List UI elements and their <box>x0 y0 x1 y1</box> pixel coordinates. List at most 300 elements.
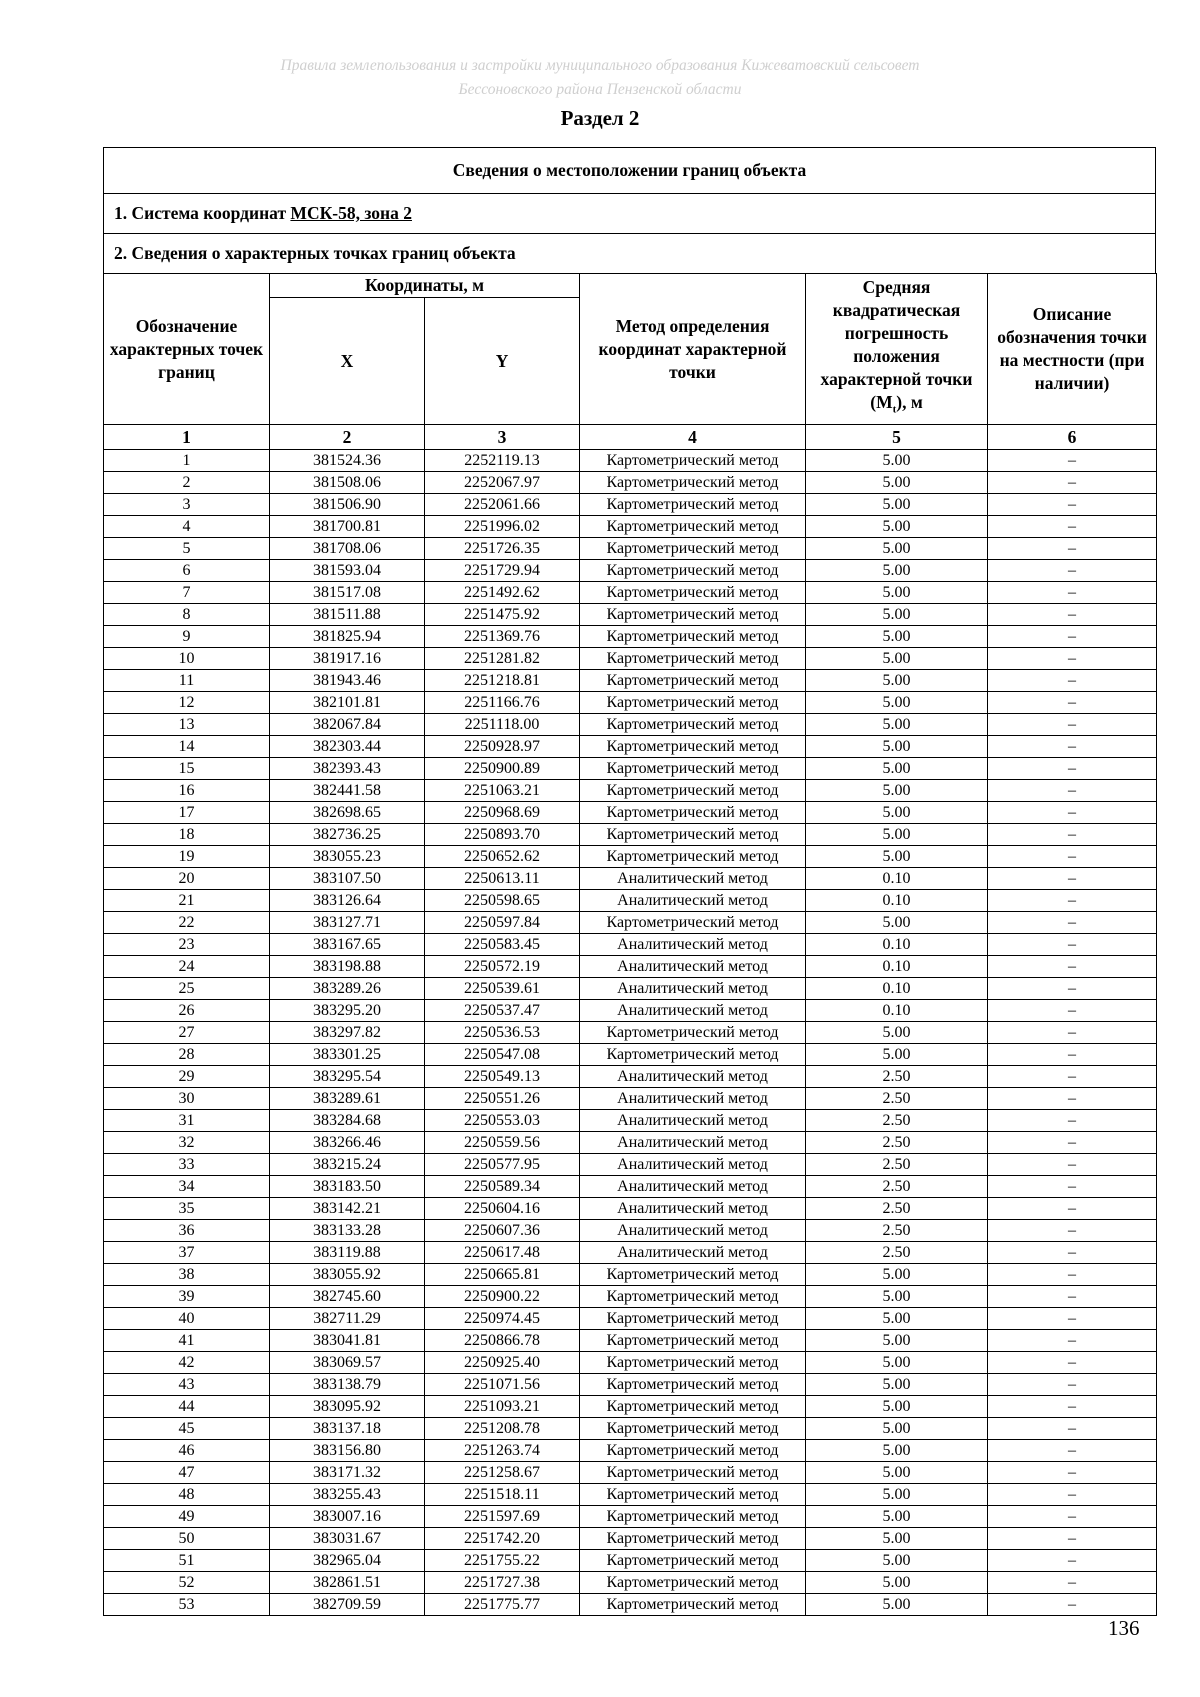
description-cell: – <box>988 626 1157 648</box>
y-coordinate-cell: 2251281.82 <box>425 648 580 670</box>
y-coordinate-cell: 2250893.70 <box>425 824 580 846</box>
description-cell: – <box>988 846 1157 868</box>
accuracy-cell: 5.00 <box>806 824 988 846</box>
point-number-cell: 29 <box>104 1066 270 1088</box>
point-number-cell: 5 <box>104 538 270 560</box>
x-coordinate-cell: 382861.51 <box>270 1572 425 1594</box>
point-number-cell: 43 <box>104 1374 270 1396</box>
y-coordinate-cell: 2251726.35 <box>425 538 580 560</box>
description-cell: – <box>988 1198 1157 1220</box>
table-row <box>104 626 1157 648</box>
y-coordinate-cell: 2251518.11 <box>425 1484 580 1506</box>
description-cell: – <box>988 912 1157 934</box>
accuracy-cell: 5.00 <box>806 1572 988 1594</box>
x-coordinate-cell: 383119.88 <box>270 1242 425 1264</box>
point-number-cell: 23 <box>104 934 270 956</box>
table-row <box>104 1572 1157 1594</box>
method-cell: Картометрический метод <box>580 516 806 538</box>
accuracy-cell: 0.10 <box>806 868 988 890</box>
x-coordinate-cell: 383284.68 <box>270 1110 425 1132</box>
column-header-accuracy: Средняя квадратическая погрешность положения характерной точки $(M_t)$, м <box>806 274 988 425</box>
method-cell: Картометрический метод <box>580 1308 806 1330</box>
y-coordinate-cell: 2251727.38 <box>425 1572 580 1594</box>
y-coordinate-cell: 2250866.78 <box>425 1330 580 1352</box>
point-number-cell: 25 <box>104 978 270 1000</box>
y-coordinate-cell: 2250652.62 <box>425 846 580 868</box>
method-cell: Картометрический метод <box>580 1352 806 1374</box>
page-title: Раздел 2 <box>560 106 640 130</box>
method-cell: Картометрический метод <box>580 780 806 802</box>
points-table-body <box>104 450 1157 1616</box>
table-row <box>104 494 1157 516</box>
column-number: 2 <box>270 425 425 450</box>
point-number-cell: 38 <box>104 1264 270 1286</box>
table-row <box>104 890 1157 912</box>
method-cell: Аналитический метод <box>580 1198 806 1220</box>
description-cell: – <box>988 780 1157 802</box>
accuracy-cell: 2.50 <box>806 1110 988 1132</box>
y-coordinate-cell: 2250553.03 <box>425 1110 580 1132</box>
page-number: 136 <box>1108 1616 1140 1640</box>
method-cell: Картометрический метод <box>580 912 806 934</box>
accuracy-cell: 0.10 <box>806 890 988 912</box>
accuracy-cell: 0.10 <box>806 1000 988 1022</box>
method-cell: Картометрический метод <box>580 648 806 670</box>
point-number-cell: 13 <box>104 714 270 736</box>
point-number-cell: 2 <box>104 472 270 494</box>
y-coordinate-cell: 2250583.45 <box>425 934 580 956</box>
method-cell: Картометрический метод <box>580 1528 806 1550</box>
table-row <box>104 516 1157 538</box>
method-cell: Аналитический метод <box>580 1154 806 1176</box>
table-row <box>104 692 1157 714</box>
point-number-cell: 27 <box>104 1022 270 1044</box>
method-cell: Картометрический метод <box>580 626 806 648</box>
table-row <box>104 1550 1157 1572</box>
x-coordinate-cell: 383133.28 <box>270 1220 425 1242</box>
table-row <box>104 1066 1157 1088</box>
description-cell: – <box>988 1000 1157 1022</box>
x-coordinate-cell: 382711.29 <box>270 1308 425 1330</box>
x-coordinate-cell: 382698.65 <box>270 802 425 824</box>
x-coordinate-cell: 383041.81 <box>270 1330 425 1352</box>
method-cell: Аналитический метод <box>580 1220 806 1242</box>
description-cell: – <box>988 1154 1157 1176</box>
y-coordinate-cell: 2250900.22 <box>425 1286 580 1308</box>
description-cell: – <box>988 890 1157 912</box>
x-coordinate-cell: 383297.82 <box>270 1022 425 1044</box>
description-cell: – <box>988 1572 1157 1594</box>
x-coordinate-cell: 381506.90 <box>270 494 425 516</box>
x-coordinate-cell: 383138.79 <box>270 1374 425 1396</box>
accuracy-cell: 5.00 <box>806 1506 988 1528</box>
method-cell: Аналитический метод <box>580 934 806 956</box>
y-coordinate-cell: 2251755.22 <box>425 1550 580 1572</box>
method-cell: Картометрический метод <box>580 494 806 516</box>
point-number-cell: 36 <box>104 1220 270 1242</box>
x-coordinate-cell: 383127.71 <box>270 912 425 934</box>
x-coordinate-cell: 383183.50 <box>270 1176 425 1198</box>
table-row <box>104 1000 1157 1022</box>
y-coordinate-cell: 2250547.08 <box>425 1044 580 1066</box>
accuracy-cell: 5.00 <box>806 1484 988 1506</box>
point-number-cell: 7 <box>104 582 270 604</box>
table-row <box>104 1022 1157 1044</box>
point-number-cell: 42 <box>104 1352 270 1374</box>
description-cell: – <box>988 1418 1157 1440</box>
y-coordinate-cell: 2251071.56 <box>425 1374 580 1396</box>
description-cell: – <box>988 472 1157 494</box>
x-coordinate-cell: 383031.67 <box>270 1528 425 1550</box>
x-coordinate-cell: 381517.08 <box>270 582 425 604</box>
x-coordinate-cell: 381511.88 <box>270 604 425 626</box>
point-number-cell: 15 <box>104 758 270 780</box>
description-cell: – <box>988 758 1157 780</box>
y-coordinate-cell: 2252067.97 <box>425 472 580 494</box>
accuracy-cell: 5.00 <box>806 538 988 560</box>
point-number-cell: 18 <box>104 824 270 846</box>
point-number-cell: 10 <box>104 648 270 670</box>
x-coordinate-cell: 381917.16 <box>270 648 425 670</box>
x-coordinate-cell: 383289.26 <box>270 978 425 1000</box>
table-row <box>104 538 1157 560</box>
point-number-cell: 52 <box>104 1572 270 1594</box>
table-row <box>104 978 1157 1000</box>
table-row <box>104 1044 1157 1066</box>
accuracy-cell: 5.00 <box>806 670 988 692</box>
description-cell: – <box>988 1550 1157 1572</box>
accuracy-cell: 5.00 <box>806 516 988 538</box>
description-cell: – <box>988 692 1157 714</box>
accuracy-cell: 5.00 <box>806 714 988 736</box>
description-cell: – <box>988 538 1157 560</box>
x-coordinate-cell: 383137.18 <box>270 1418 425 1440</box>
description-cell: – <box>988 450 1157 472</box>
table-row <box>104 1088 1157 1110</box>
description-cell: – <box>988 670 1157 692</box>
y-coordinate-cell: 2250617.48 <box>425 1242 580 1264</box>
table-row <box>104 1154 1157 1176</box>
y-coordinate-cell: 2250665.81 <box>425 1264 580 1286</box>
table-row <box>104 1440 1157 1462</box>
column-number: 6 <box>988 425 1157 450</box>
point-number-cell: 48 <box>104 1484 270 1506</box>
table-row <box>104 934 1157 956</box>
accuracy-cell: 0.10 <box>806 934 988 956</box>
accuracy-cell: 2.50 <box>806 1220 988 1242</box>
table-row <box>104 1396 1157 1418</box>
x-coordinate-cell: 383156.80 <box>270 1440 425 1462</box>
method-cell: Картометрический метод <box>580 1572 806 1594</box>
table-row <box>104 824 1157 846</box>
x-coordinate-cell: 383095.92 <box>270 1396 425 1418</box>
x-coordinate-cell: 382736.25 <box>270 824 425 846</box>
point-number-cell: 24 <box>104 956 270 978</box>
method-cell: Картометрический метод <box>580 1462 806 1484</box>
y-coordinate-cell: 2251166.76 <box>425 692 580 714</box>
table-row <box>104 472 1157 494</box>
x-coordinate-cell: 382067.84 <box>270 714 425 736</box>
point-number-cell: 16 <box>104 780 270 802</box>
y-coordinate-cell: 2251597.69 <box>425 1506 580 1528</box>
description-cell: – <box>988 956 1157 978</box>
point-number-cell: 31 <box>104 1110 270 1132</box>
y-coordinate-cell: 2250925.40 <box>425 1352 580 1374</box>
table-row <box>104 780 1157 802</box>
accuracy-cell: 5.00 <box>806 472 988 494</box>
x-coordinate-cell: 383007.16 <box>270 1506 425 1528</box>
table-row <box>104 450 1157 472</box>
point-number-cell: 44 <box>104 1396 270 1418</box>
accuracy-cell: 5.00 <box>806 1286 988 1308</box>
x-coordinate-cell: 383126.64 <box>270 890 425 912</box>
x-coordinate-cell: 383295.54 <box>270 1066 425 1088</box>
column-number: 1 <box>104 425 270 450</box>
method-cell: Картометрический метод <box>580 1506 806 1528</box>
method-cell: Картометрический метод <box>580 736 806 758</box>
y-coordinate-cell: 2250536.53 <box>425 1022 580 1044</box>
accuracy-cell: 5.00 <box>806 560 988 582</box>
y-coordinate-cell: 2250589.34 <box>425 1176 580 1198</box>
accuracy-cell: 5.00 <box>806 1330 988 1352</box>
method-cell: Картометрический метод <box>580 1396 806 1418</box>
description-cell: – <box>988 1528 1157 1550</box>
boundary-table-frame <box>103 147 1156 1616</box>
y-coordinate-cell: 2251063.21 <box>425 780 580 802</box>
column-number: 3 <box>425 425 580 450</box>
description-cell: – <box>988 1132 1157 1154</box>
accuracy-cell: 0.10 <box>806 978 988 1000</box>
method-cell: Картометрический метод <box>580 1440 806 1462</box>
method-cell: Картометрический метод <box>580 1374 806 1396</box>
method-cell: Аналитический метод <box>580 1242 806 1264</box>
method-cell: Картометрический метод <box>580 1264 806 1286</box>
point-number-cell: 46 <box>104 1440 270 1462</box>
point-number-cell: 22 <box>104 912 270 934</box>
x-coordinate-cell: 383167.65 <box>270 934 425 956</box>
description-cell: – <box>988 824 1157 846</box>
y-coordinate-cell: 2250597.84 <box>425 912 580 934</box>
point-number-cell: 19 <box>104 846 270 868</box>
table-row <box>104 802 1157 824</box>
table-row <box>104 736 1157 758</box>
y-coordinate-cell: 2251492.62 <box>425 582 580 604</box>
y-coordinate-cell: 2250613.11 <box>425 868 580 890</box>
method-cell: Картометрический метод <box>580 714 806 736</box>
method-cell: Аналитический метод <box>580 890 806 912</box>
description-cell: – <box>988 868 1157 890</box>
accuracy-cell: 2.50 <box>806 1066 988 1088</box>
y-coordinate-cell: 2250539.61 <box>425 978 580 1000</box>
description-cell: – <box>988 604 1157 626</box>
y-coordinate-cell: 2251729.94 <box>425 560 580 582</box>
description-cell: – <box>988 1594 1157 1616</box>
table-row <box>104 1308 1157 1330</box>
accuracy-cell: 5.00 <box>806 802 988 824</box>
accuracy-cell: 5.00 <box>806 780 988 802</box>
table-row <box>104 1132 1157 1154</box>
x-coordinate-cell: 381943.46 <box>270 670 425 692</box>
point-number-cell: 17 <box>104 802 270 824</box>
y-coordinate-cell: 2251742.20 <box>425 1528 580 1550</box>
description-cell: – <box>988 560 1157 582</box>
column-number: 5 <box>806 425 988 450</box>
y-coordinate-cell: 2251208.78 <box>425 1418 580 1440</box>
table-row <box>104 1330 1157 1352</box>
method-cell: Картометрический метод <box>580 604 806 626</box>
accuracy-cell: 5.00 <box>806 1352 988 1374</box>
x-coordinate-cell: 381700.81 <box>270 516 425 538</box>
x-coordinate-cell: 383289.61 <box>270 1088 425 1110</box>
description-cell: – <box>988 1220 1157 1242</box>
table-row <box>104 1506 1157 1528</box>
description-cell: – <box>988 1242 1157 1264</box>
x-coordinate-cell: 383295.20 <box>270 1000 425 1022</box>
description-cell: – <box>988 1440 1157 1462</box>
point-number-cell: 21 <box>104 890 270 912</box>
accuracy-cell: 5.00 <box>806 758 988 780</box>
y-coordinate-cell: 2250968.69 <box>425 802 580 824</box>
method-cell: Картометрический метод <box>580 538 806 560</box>
x-coordinate-cell: 383107.50 <box>270 868 425 890</box>
accuracy-cell: 5.00 <box>806 1044 988 1066</box>
point-number-cell: 20 <box>104 868 270 890</box>
method-cell: Картометрический метод <box>580 560 806 582</box>
point-number-cell: 3 <box>104 494 270 516</box>
description-cell: – <box>988 934 1157 956</box>
accuracy-cell: 5.00 <box>806 1528 988 1550</box>
point-number-cell: 1 <box>104 450 270 472</box>
method-cell: Аналитический метод <box>580 1110 806 1132</box>
x-coordinate-cell: 382393.43 <box>270 758 425 780</box>
x-coordinate-cell: 383055.92 <box>270 1264 425 1286</box>
y-coordinate-cell: 2250559.56 <box>425 1132 580 1154</box>
table-row <box>104 912 1157 934</box>
y-coordinate-cell: 2251996.02 <box>425 516 580 538</box>
accuracy-cell: 5.00 <box>806 582 988 604</box>
method-cell: Аналитический метод <box>580 978 806 1000</box>
y-coordinate-cell: 2251369.76 <box>425 626 580 648</box>
table-row <box>104 604 1157 626</box>
table-row <box>104 1462 1157 1484</box>
method-cell: Картометрический метод <box>580 472 806 494</box>
table-row <box>104 1374 1157 1396</box>
column-header-designation: Обозначение характерных точек границ <box>104 274 270 425</box>
point-number-cell: 14 <box>104 736 270 758</box>
point-number-cell: 11 <box>104 670 270 692</box>
point-number-cell: 30 <box>104 1088 270 1110</box>
method-cell: Картометрический метод <box>580 1022 806 1044</box>
y-coordinate-cell: 2250577.95 <box>425 1154 580 1176</box>
description-cell: – <box>988 802 1157 824</box>
column-header-description: Описание обозначения точки на местности (при наличии) <box>988 274 1157 425</box>
method-cell: Аналитический метод <box>580 868 806 890</box>
coordinate-system-line <box>103 193 1156 233</box>
description-cell: – <box>988 1264 1157 1286</box>
running-header-line1: Правила землепользования и застройки муниципального образования Кижеватовский сельсовет <box>280 57 920 74</box>
x-coordinate-cell: 381825.94 <box>270 626 425 648</box>
accuracy-cell: 5.00 <box>806 736 988 758</box>
x-coordinate-cell: 382441.58 <box>270 780 425 802</box>
x-coordinate-cell: 383142.21 <box>270 1198 425 1220</box>
point-number-cell: 40 <box>104 1308 270 1330</box>
table-row <box>104 1352 1157 1374</box>
accuracy-cell: 5.00 <box>806 626 988 648</box>
accuracy-cell: 0.10 <box>806 956 988 978</box>
point-number-cell: 45 <box>104 1418 270 1440</box>
method-cell: Картометрический метод <box>580 802 806 824</box>
description-cell: – <box>988 582 1157 604</box>
accuracy-cell: 2.50 <box>806 1132 988 1154</box>
column-header-y: Y <box>425 298 580 425</box>
point-number-cell: 51 <box>104 1550 270 1572</box>
point-number-cell: 49 <box>104 1506 270 1528</box>
accuracy-cell: 2.50 <box>806 1088 988 1110</box>
x-coordinate-cell: 381508.06 <box>270 472 425 494</box>
x-coordinate-cell: 382709.59 <box>270 1594 425 1616</box>
accuracy-cell: 5.00 <box>806 1550 988 1572</box>
description-cell: – <box>988 1088 1157 1110</box>
x-coordinate-cell: 382745.60 <box>270 1286 425 1308</box>
method-cell: Аналитический метод <box>580 1066 806 1088</box>
accuracy-cell: 5.00 <box>806 648 988 670</box>
table-row <box>104 714 1157 736</box>
table-row <box>104 758 1157 780</box>
description-cell: – <box>988 1506 1157 1528</box>
method-cell: Картометрический метод <box>580 582 806 604</box>
y-coordinate-cell: 2250572.19 <box>425 956 580 978</box>
accuracy-cell: 5.00 <box>806 1418 988 1440</box>
accuracy-cell: 5.00 <box>806 692 988 714</box>
x-coordinate-cell: 381708.06 <box>270 538 425 560</box>
accuracy-cell: 5.00 <box>806 912 988 934</box>
accuracy-cell: 5.00 <box>806 1462 988 1484</box>
accuracy-cell: 5.00 <box>806 1374 988 1396</box>
y-coordinate-cell: 2250604.16 <box>425 1198 580 1220</box>
column-number: 4 <box>580 425 806 450</box>
table-row <box>104 1220 1157 1242</box>
method-cell: Картометрический метод <box>580 670 806 692</box>
method-cell: Аналитический метод <box>580 1132 806 1154</box>
x-coordinate-cell: 383301.25 <box>270 1044 425 1066</box>
description-cell: – <box>988 1022 1157 1044</box>
description-cell: – <box>988 494 1157 516</box>
coordinate-system-prefix: 1. Система координат <box>114 203 291 223</box>
y-coordinate-cell: 2250549.13 <box>425 1066 580 1088</box>
points-table <box>103 273 1157 1616</box>
description-cell: – <box>988 1352 1157 1374</box>
table-row <box>104 670 1157 692</box>
point-number-cell: 8 <box>104 604 270 626</box>
table-row <box>104 846 1157 868</box>
point-number-cell: 47 <box>104 1462 270 1484</box>
x-coordinate-cell: 383266.46 <box>270 1132 425 1154</box>
method-cell: Картометрический метод <box>580 1550 806 1572</box>
x-coordinate-cell: 383069.57 <box>270 1352 425 1374</box>
x-coordinate-cell: 383055.23 <box>270 846 425 868</box>
accuracy-cell: 5.00 <box>806 1594 988 1616</box>
point-number-cell: 9 <box>104 626 270 648</box>
point-number-cell: 4 <box>104 516 270 538</box>
method-cell: Аналитический метод <box>580 1000 806 1022</box>
y-coordinate-cell: 2250607.36 <box>425 1220 580 1242</box>
method-cell: Картометрический метод <box>580 1286 806 1308</box>
point-number-cell: 33 <box>104 1154 270 1176</box>
table-row <box>104 1198 1157 1220</box>
points-section-title: 2. Сведения о характерных точках границ объекта <box>103 233 1156 273</box>
y-coordinate-cell: 2251475.92 <box>425 604 580 626</box>
table-row <box>104 560 1157 582</box>
